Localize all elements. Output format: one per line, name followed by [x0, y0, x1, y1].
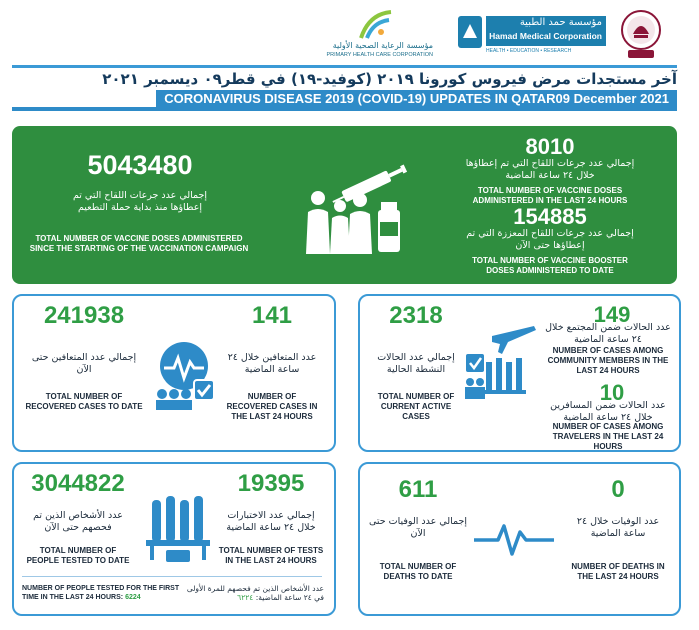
vaccine-total-ar: إجمالي عدد جرعات اللقاح التي تم إعطاؤها منذ بداية حملة التطعيم — [72, 190, 208, 213]
vaccine-total-value: 5043480 — [87, 150, 193, 180]
active-community-ar: عدد الحالات ضمن المجتمع خلال ٢٤ ساعة الماضية — [545, 322, 671, 345]
recovered-last24-en: NUMBER OF RECOVERED CASES IN THE LAST 24 HOURS — [226, 392, 318, 421]
vaccine-last24-ar: إجمالي عدد جرعات اللقاح التي تم إعطاؤها خلال ٢٤ ساعة الماضية — [465, 158, 635, 181]
deaths-last24-value: 0 — [611, 476, 625, 503]
first-time-tests-label-en: NUMBER OF PEOPLE TESTED FOR THE FIRST TIME IN THE LAST 24 HOURS: — [22, 585, 180, 601]
vaccine-booster-en: TOTAL NUMBER OF VACCINE BOOSTER DOSES ADMINISTERED TO DATE — [472, 256, 628, 275]
tests-total-value: 3044822 — [31, 470, 125, 497]
recovered-last24-value: 141 — [251, 302, 293, 329]
phcc-logo — [300, 10, 435, 60]
hmc-tagline: HEALTH • EDUCATION • RESEARCH — [486, 48, 572, 54]
tests-last24-ar: إجمالي عدد الاختبارات خلال ٢٤ ساعة الماضية — [226, 510, 316, 533]
vaccine-last24-value: 8010 — [525, 134, 575, 159]
deaths-last24-en: NUMBER OF DEATHS IN THE LAST 24 HOURS — [571, 562, 665, 581]
hmc-name-en: Hamad Medical Corporation — [489, 31, 602, 41]
tests-divider — [22, 576, 322, 577]
hmc-logo-icon — [458, 16, 482, 48]
phcc-logo-icon — [355, 10, 395, 40]
tests-last24-en: TOTAL NUMBER OF TESTS IN THE LAST 24 HOURS — [218, 546, 324, 565]
tests-total-ar: عدد الأشخاص الذين تم فحصهم حتى الآن — [33, 510, 123, 533]
deaths-total-value: 611 — [398, 476, 438, 503]
tests-total-en: TOTAL NUMBER OF PEOPLE TESTED TO DATE — [26, 546, 130, 565]
vaccine-family-icon — [300, 150, 420, 260]
heart-monitor-icon — [150, 338, 220, 410]
first-time-tests-en — [22, 584, 182, 602]
active-travelers-ar: عدد الحالات ضمن المسافرين خلال ٢٤ ساعة الماضية — [550, 400, 666, 423]
active-travelers-value: 10 — [599, 380, 625, 405]
first-time-tests-label-ar: عدد الأشخاص الذين تم فحصهم للمرة الأولى في ٢٤ ساعة الماضية: — [186, 584, 324, 602]
airplane-lab-icon — [462, 322, 538, 406]
header-title-ar: آخر مستجدات مرض فيروس كورونا ٢٠١٩ (كوفيد-١٩) في قطر٠٩ ديسمبر ٢٠٢١ — [102, 70, 677, 88]
hmc-logo — [458, 12, 606, 56]
active-travelers-en: NUMBER OF CASES AMONG TRAVELERS IN THE LAST 24 HOURS — [552, 422, 664, 451]
tests-last24-value: 19395 — [237, 470, 305, 497]
recovered-total-ar: إجمالي عدد المتعافين حتى الآن — [31, 352, 137, 375]
recovered-last24-ar: عدد المتعافين خلال ٢٤ ساعة الماضية — [227, 352, 317, 375]
phcc-name-en: PRIMARY HEALTH CARE CORPORATION — [326, 52, 433, 58]
vaccine-last24-en: TOTAL NUMBER OF VACCINE DOSES ADMINISTERED IN THE LAST 24 HOURS — [472, 186, 628, 205]
first-time-tests-ar — [186, 584, 324, 602]
hmc-name-ar: مؤسسة حمد الطبية — [519, 17, 602, 28]
vaccine-booster-value: 154885 — [513, 204, 587, 229]
first-time-tests-value-en: 6224 — [125, 594, 141, 601]
deaths-total-en: TOTAL NUMBER OF DEATHS TO DATE — [379, 562, 457, 581]
phcc-name-ar: مؤسسة الرعاية الصحية الأولية — [332, 41, 433, 50]
active-community-en: NUMBER OF CASES AMONG COMMUNITY MEMBERS IN THE LAST 24 HOURS — [547, 346, 669, 375]
pulse-line-icon — [472, 518, 556, 558]
first-time-tests-value-ar: ٦٢٢٤ — [237, 593, 254, 602]
deaths-last24-ar: عدد الوفيات خلال ٢٤ ساعة الماضية — [576, 516, 660, 539]
recovered-total-value: 241938 — [43, 302, 125, 329]
moph-logo — [616, 8, 666, 60]
active-total-ar: إجمالي عدد الحالات النشطة الحالية — [377, 352, 455, 375]
active-total-en: TOTAL NUMBER OF CURRENT ACTIVE CASES — [377, 392, 455, 421]
header-stripe — [12, 107, 677, 111]
test-tubes-icon — [146, 494, 212, 564]
active-total-value: 2318 — [389, 302, 443, 329]
vaccine-booster-ar: إجمالي عدد جرعات اللقاح المعززة التي تم إعطاؤها حتى الآن — [466, 228, 634, 251]
deaths-total-ar: إجمالي عدد الوفيات حتى الآن — [368, 516, 467, 539]
recovered-total-en: TOTAL NUMBER OF RECOVERED CASES TO DATE — [25, 392, 143, 411]
active-community-value: 149 — [593, 302, 631, 327]
header-title-en: CORONAVIRUS DISEASE 2019 (COVID-19) UPDATES IN QATAR09 December 2021 — [156, 90, 677, 107]
vaccine-total-en: TOTAL NUMBER OF VACCINE DOSES ADMINISTERED SINCE THE STARTING OF THE VACCINATION CAMPAIGN — [29, 234, 249, 253]
moph-emblem-icon — [616, 8, 666, 60]
